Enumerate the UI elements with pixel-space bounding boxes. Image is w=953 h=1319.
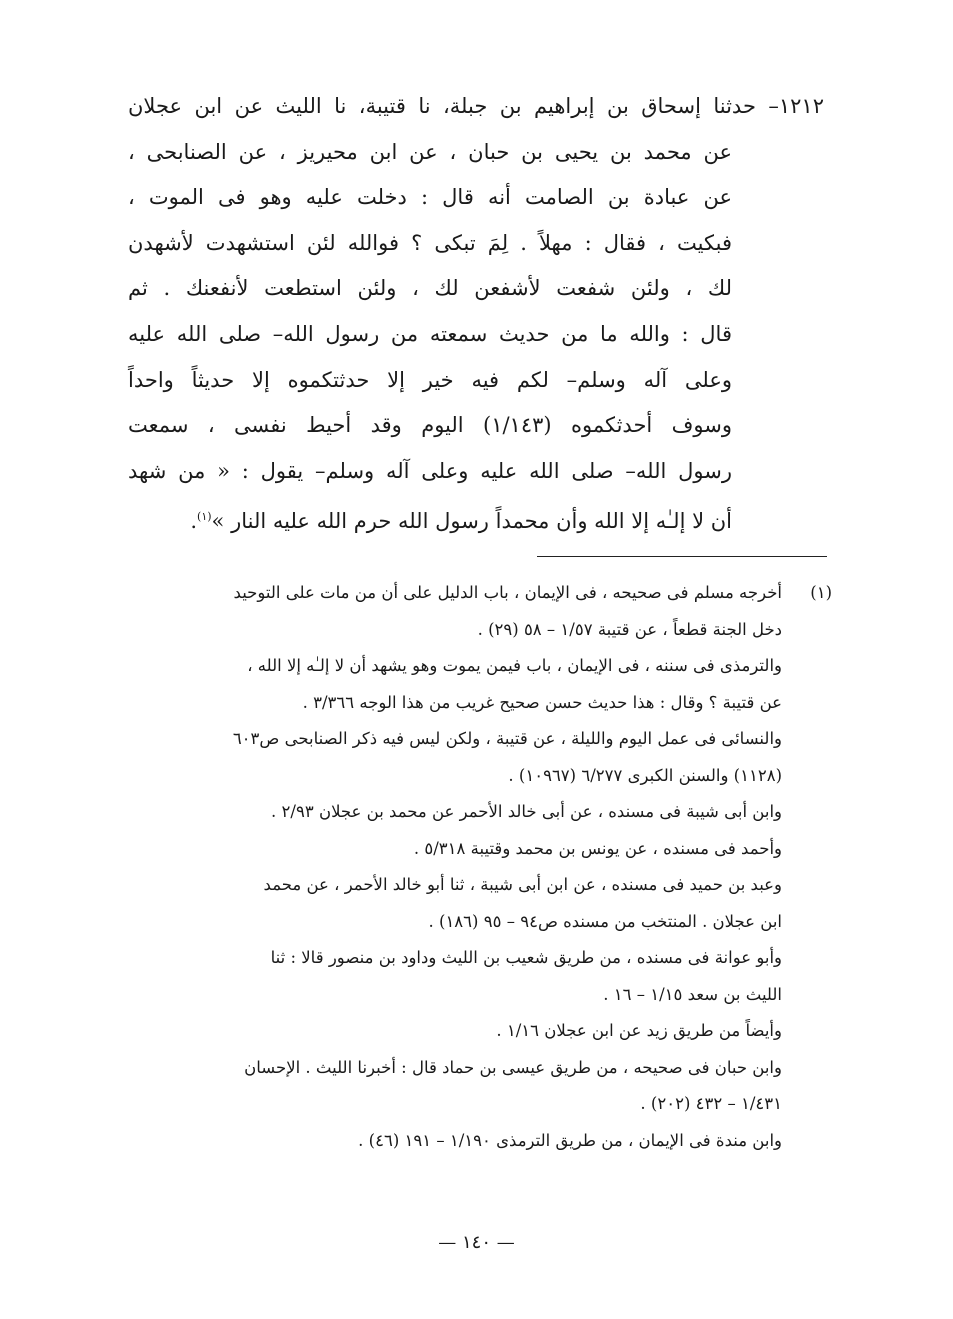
footnote-line: وابن حبان فى صحيحه ، من طريق عيسى بن حماد قال : أخبرنا الليث . الإحسان [244, 1057, 782, 1077]
footnote-line: وابن مندة فى الإيمان ، من طريق الترمذى ١/١٩٠ – ١٩١ (٤٦) . [358, 1130, 782, 1150]
footnote-line: دخل الجنة قطعاً ، عن قتيبة ١/٥٧ – ٥٨ (٢٩) . [477, 619, 782, 639]
footnote-line: وأيضاً من طريق زيد عن ابن عجلان ١/١٦ . [496, 1021, 782, 1040]
footnote-line: وأحمد فى مسنده ، عن يونس بن محمد وقتيبة ٥/٣١٨ . [413, 838, 782, 858]
footnote-line: ابن عجلان . المنتخب من مسنده ص٩٤ – ٩٥ (١٨٦) . [428, 911, 782, 931]
footnote-marker: (١) [810, 583, 832, 602]
hadith-line: عن عبادة بن الصامت أنه قال : دخلت عليه وهو فى الموت ، [128, 185, 732, 210]
hadith-line: وعلى آله وسلم– لكم فيه خير إلا حدثتكموه إلا حديثاً واحداً [128, 367, 732, 392]
hadith-text [128, 84, 824, 540]
footnote-line: الليث بن سعد ١/١٥ – ١٦ . [603, 984, 782, 1004]
footnote-line [132, 575, 832, 612]
footnote-line: وأبو عوانة فى مسنده ، من طريق شعيب بن الليث وداود بن منصور قالا : ثنا [270, 948, 782, 967]
hadith-line: وسوف أحدثكموه (١/١٤٣) اليوم وقد أحيط نفسى ، سمعت [128, 413, 732, 438]
footnote-reference[interactable]: (١) [197, 510, 212, 524]
hadith-line-text: أن لا إلـٰه إلا الله وأن محمداً رسول الله حرم الله عليه النار » [211, 509, 732, 534]
footnote-line: والترمذى فى سننه ، فى الإيمان ، باب فيمن يموت وهو يشهد أن لا إلـٰه إلا الله ، [247, 656, 782, 675]
footnote-line: وعبد بن حميد فى مسنده ، عن ابن أبى شيبة ، ثنا أبو خالد الأحمر ، عن محمد [263, 875, 782, 894]
hadith-line-last [128, 494, 824, 540]
hadith-line: لك ، ولئن شفعت لأشفعن لك ، ولئن استطعت لأنفعنك . ثم [128, 276, 732, 301]
footnote-text: أخرجه مسلم فى صحيحه ، فى الإيمان ، باب الدليل على أن من مات على التوحيد [233, 583, 782, 602]
hadith-line: ١٢١٢– حدثنا إسحاق بن إبراهيم بن جبلة، نا قتيبة، نا الليث عن ابن عجلان [128, 94, 824, 118]
footnote-line: والنسائى فى عمل اليوم والليلة ، عن قتيبة ، ولكن ليس فيه ذكر الصنابحى ص٦٠٣ [232, 729, 782, 748]
hadith-line: قال : والله ما من حديث سمعته من رسول الله– صلى الله عليه [128, 321, 732, 346]
footnote-line: وابن أبى شيبة فى مسنده ، عن أبى خالد الأحمر عن محمد بن عجلان ٢/٩٣ . [271, 802, 782, 821]
page-number: — ١٤٠ — [438, 1232, 515, 1253]
hadith-line: رسول الله– صلى الله عليه وعلى آله وسلم– يقول : « من شهد [128, 458, 732, 483]
footnote-line: (١١٢٨) والسنن الكبرى ٦/٢٧٧ (١٠٩٦٧) . [508, 765, 782, 785]
hadith-line: فبكيت ، فقال : مهلاً . لِمَ تبكى ؟ فوالله لئن استشهدت لأشهدن [128, 230, 732, 255]
footnote-separator [537, 556, 827, 557]
hadith-line: عن محمد بن يحيى بن حبان ، عن ابن محيريز ، عن الصنابحى ، [128, 139, 732, 164]
footnotes [132, 575, 832, 1159]
full-stop: . [190, 509, 198, 534]
footnote-line: عن قتيبة ؟ وقال : هذا حديث حسن صحيح غريب من هذا الوجه ٣/٣٦٦ . [302, 692, 782, 712]
footnote-line: ١/٤٣١ – ٤٣٢ (٢٠٢) . [640, 1094, 782, 1113]
